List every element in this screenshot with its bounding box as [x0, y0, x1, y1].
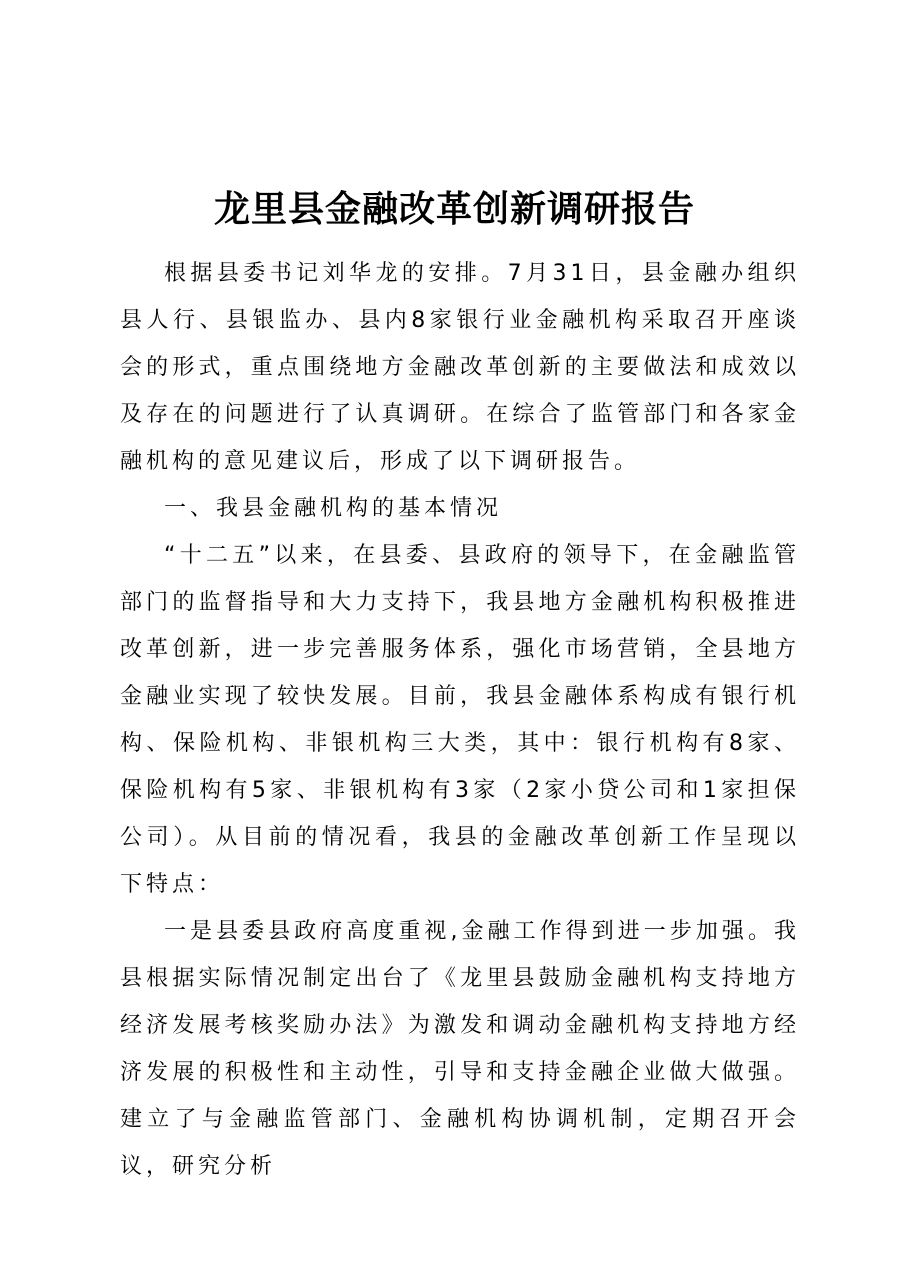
paragraph-overview: “十二五”以来，在县委、县政府的领导下，在金融监管部门的监督指导和大力支持下，我县地方金融机构积极推进改革创新，进一步完善服务体系，强化市场营销，全县地方金融业实现了较快发展。目前，我县金融体系构成有银行机构、保险机构、非银机构三大类，其中：银行机构有8家、保险机构有5家、非银机构有3家（2家小贷公司和1家担保公司）。从目前的情况看，我县的金融改革创新工作呈现以下特点： [120, 543, 800, 897]
section-heading-1: 一、我县金融机构的基本情况 [164, 496, 503, 521]
paragraph-feature-1: 一是县委县政府高度重视,金融工作得到进一步加强。我县根据实际情况制定出台了《龙里县鼓励金融机构支持地方经济发展考核奖励办法》为激发和调动金融机构支持地方经济发展的积极性和主动性，引导和支持金融企业做大做强。建立了与金融监管部门、金融机构协调机制，定期召开会议，研究分析 [120, 919, 800, 1179]
paragraph-intro: 根据县委书记刘华龙的安排。7月31日，县金融办组织县人行、县银监办、县内8家银行业金融机构采取召开座谈会的形式，重点围绕地方金融改革创新的主要做法和成效以及存在的问题进行了认真调研。在综合了监管部门和各家金融机构的意见建议后，形成了以下调研报告。 [120, 261, 800, 474]
document-body [120, 250, 800, 1190]
document-title: 龙里县金融改革创新调研报告 [213, 188, 695, 231]
